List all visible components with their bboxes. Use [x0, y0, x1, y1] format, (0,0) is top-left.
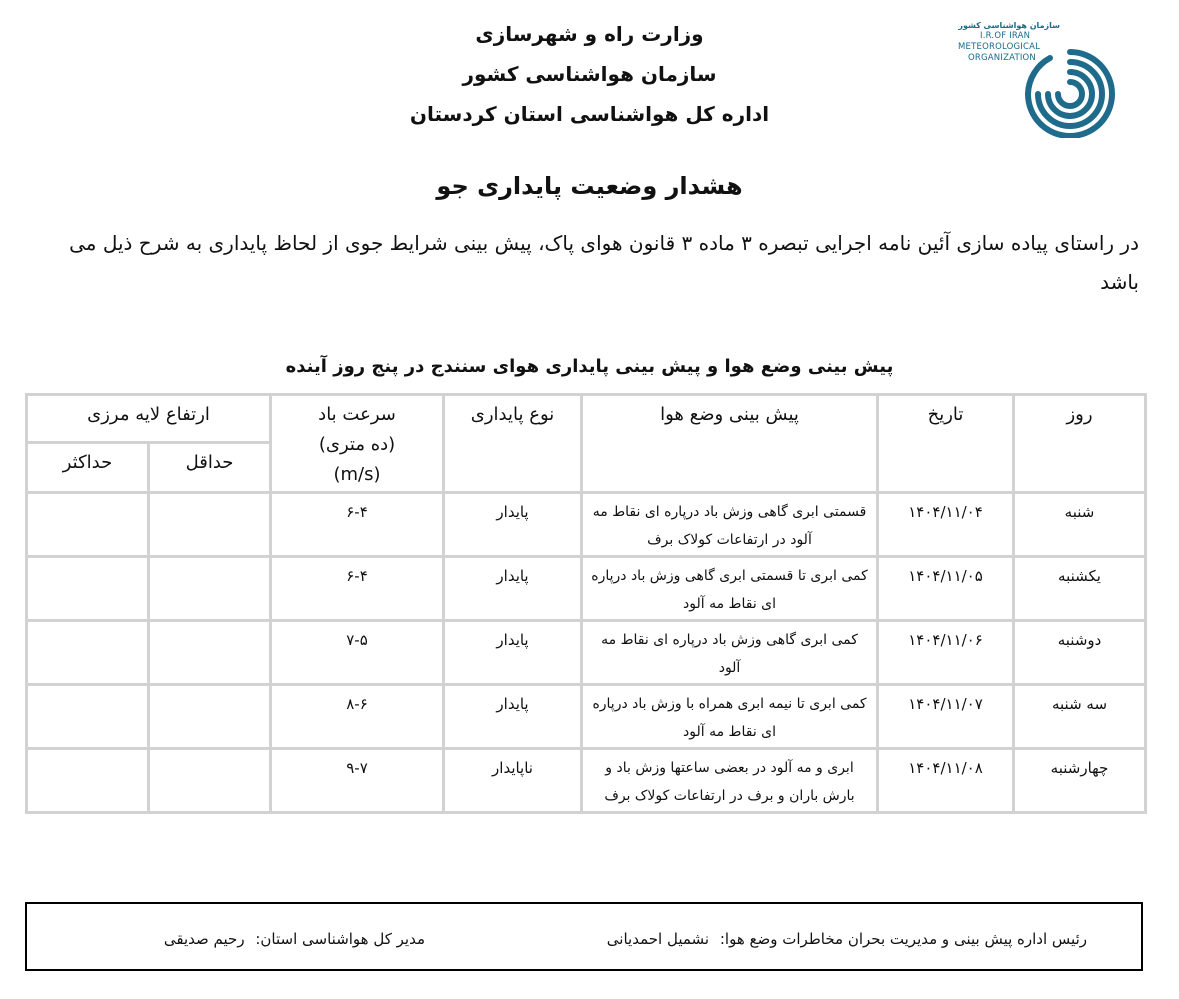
- forecast-table: [25, 393, 1147, 814]
- logo-en-text-3: ORGANIZATION: [968, 53, 1036, 63]
- col-header-wind: [271, 395, 444, 493]
- cell-wind: ۹-۷: [271, 749, 444, 813]
- forecast-head-name: نشمیل احمدیانی: [606, 930, 710, 948]
- cell-forecast: ابری و مه آلود در بعضی ساعتها وزش باد و بارش باران و برف در ارتفاعات کولاک برف: [582, 749, 878, 813]
- organization-name: سازمان هواشناسی کشور: [462, 62, 717, 86]
- cell-stability: ناپایدار: [444, 749, 582, 813]
- col-header-stability: نوع پایداری: [444, 395, 582, 493]
- cell-forecast: کمی ابری گاهی وزش باد درپاره ای نقاط مه آلود: [582, 621, 878, 685]
- cell-day: دوشنبه: [1014, 621, 1146, 685]
- cell-min: [149, 557, 271, 621]
- logo-en-text-2: METEOROLOGICAL: [958, 42, 1041, 52]
- forecast-head-signature: [607, 930, 1087, 948]
- table-row: [27, 557, 1146, 621]
- table-row: [27, 749, 1146, 813]
- forecast-head-label: رئیس اداره پیش بینی و مدیریت بحران مخاطرات وضع هوا:: [719, 930, 1087, 948]
- cell-forecast: قسمتی ابری گاهی وزش باد درپاره ای نقاط مه آلود در ارتفاعات کولاک برف: [582, 493, 878, 557]
- cell-stability: پایدار: [444, 621, 582, 685]
- cell-forecast: کمی ابری تا نیمه ابری همراه با وزش باد درپاره ای نقاط مه آلود: [582, 685, 878, 749]
- table-caption: پیش بینی وضع هوا و پیش بینی پایداری هوای سنندج در پنج روز آینده: [285, 356, 894, 377]
- cell-stability: پایدار: [444, 493, 582, 557]
- cell-day: شنبه: [1014, 493, 1146, 557]
- cell-date: ۱۴۰۴/۱۱/۰۵: [878, 557, 1014, 621]
- cell-max: [27, 493, 149, 557]
- table-header-row: [27, 395, 1146, 443]
- department-name: اداره کل هواشناسی استان کردستان: [409, 102, 770, 126]
- cell-date: ۱۴۰۴/۱۱/۰۴: [878, 493, 1014, 557]
- col-header-max: حداکثر: [27, 442, 149, 492]
- col-header-day: روز: [1014, 395, 1146, 493]
- cell-date: ۱۴۰۴/۱۱/۰۷: [878, 685, 1014, 749]
- cell-max: [27, 557, 149, 621]
- table-row: [27, 685, 1146, 749]
- col-header-date: تاریخ: [878, 395, 1014, 493]
- table-row: [27, 621, 1146, 685]
- cell-max: [27, 685, 149, 749]
- cell-max: [27, 621, 149, 685]
- cell-day: چهارشنبه: [1014, 749, 1146, 813]
- cell-wind: ۷-۵: [271, 621, 444, 685]
- logo-en-text-1: I.R.OF IRAN: [980, 31, 1031, 41]
- cell-forecast: کمی ابری تا قسمتی ابری گاهی وزش باد درپاره ای نقاط مه آلود: [582, 557, 878, 621]
- cell-min: [149, 621, 271, 685]
- wind-header-line3: (m/s): [333, 464, 381, 485]
- cell-min: [149, 493, 271, 557]
- intro-paragraph: در راستای پیاده سازی آئین نامه اجرایی تبصره ۳ ماده ۳ قانون هوای پاک، پیش بینی شرایط جوی از لحاظ پایداری به شرح ذیل می باشد: [69, 231, 1139, 294]
- cell-date: ۱۴۰۴/۱۱/۰۶: [878, 621, 1014, 685]
- col-header-forecast: پیش بینی وضع هوا: [582, 395, 878, 493]
- logo: [950, 18, 1125, 143]
- logo-emblem-icon: [1020, 46, 1120, 138]
- cell-day: سه شنبه: [1014, 685, 1146, 749]
- director-signature: [164, 930, 425, 948]
- cell-wind: ۸-۶: [271, 685, 444, 749]
- table-row: [27, 493, 1146, 557]
- col-header-min: حداقل: [149, 442, 271, 492]
- cell-date: ۱۴۰۴/۱۱/۰۸: [878, 749, 1014, 813]
- cell-max: [27, 749, 149, 813]
- cell-wind: ۶-۴: [271, 493, 444, 557]
- cell-min: [149, 749, 271, 813]
- signature-box: [25, 902, 1143, 971]
- cell-stability: پایدار: [444, 557, 582, 621]
- wind-header-line2: (ده متری): [318, 434, 396, 455]
- cell-stability: پایدار: [444, 685, 582, 749]
- col-header-mixing-height: ارتفاع لایه مرزی: [27, 395, 271, 443]
- logo-fa-text: سازمان هواشناسی کشور: [958, 21, 1060, 30]
- wind-header-line1: سرعت باد: [318, 404, 396, 425]
- cell-min: [149, 685, 271, 749]
- ministry-name: وزارت راه و شهرسازی: [475, 22, 704, 46]
- page-title: هشدار وضعیت پایداری جو: [436, 172, 743, 200]
- director-label: مدیر کل هواشناسی استان:: [255, 930, 425, 948]
- director-name: رحیم صدیقی: [163, 930, 245, 948]
- cell-wind: ۶-۴: [271, 557, 444, 621]
- cell-day: یکشنبه: [1014, 557, 1146, 621]
